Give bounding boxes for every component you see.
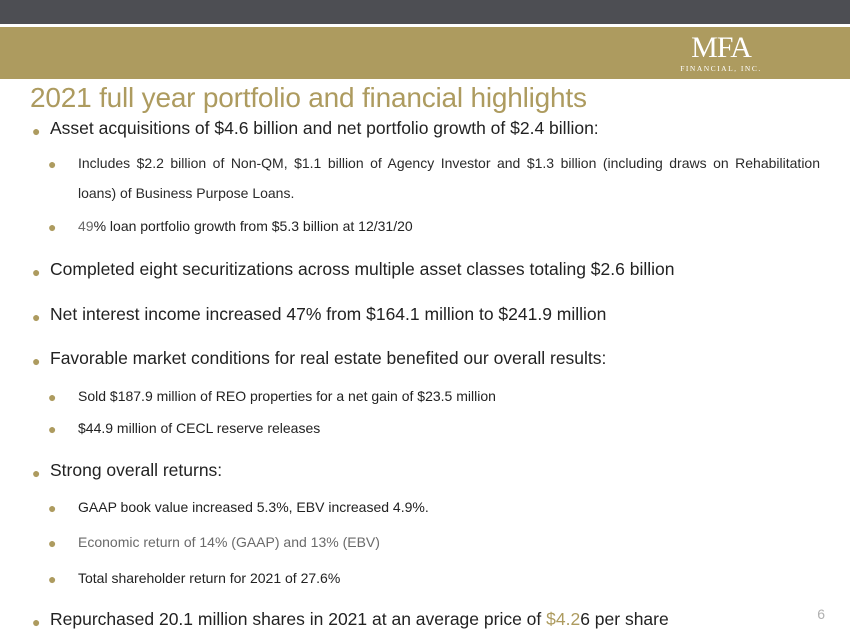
bullet-dot: ● xyxy=(32,353,41,369)
bullet-securitizations: Completed eight securitizations across multiple asset classes totaling $2.6 billion xyxy=(50,259,675,279)
sub-bullet-dot: ● xyxy=(48,535,57,551)
bullet-net-interest-income: Net interest income increased 47% from $164.1 million to $241.9 million xyxy=(50,304,607,324)
bullet-dot: ● xyxy=(32,123,41,139)
page-number: 6 xyxy=(817,606,825,622)
bullet-dot: ● xyxy=(32,465,41,481)
mfa-logo xyxy=(666,33,776,73)
repurchase-suffix: per share xyxy=(589,609,669,629)
loan-growth-percent: 49 xyxy=(78,218,94,234)
sub-bullet-dot: ● xyxy=(48,219,57,235)
repurchase-text: Repurchased 20.1 million shares in 2021 at an average price of xyxy=(50,609,547,629)
sub-bullet-cecl: $44.9 million of CECL reserve releases xyxy=(78,420,321,436)
sub-bullet-dot: ● xyxy=(48,421,57,437)
top-dark-bar xyxy=(0,0,850,24)
sub-bullet-reo-sales: Sold $187.9 million of REO properties for a net gain of $23.5 million xyxy=(78,388,496,404)
logo-mark: MFA xyxy=(691,31,751,64)
sub-bullet-loan-growth xyxy=(78,218,413,234)
sub-bullet-dot: ● xyxy=(48,500,57,516)
sub-bullet-dot: ● xyxy=(48,156,57,172)
repurchase-price-highlight: $4.2 xyxy=(546,609,581,629)
bullet-asset-acquisitions: Asset acquisitions of $4.6 billion and net portfolio growth of $2.4 billion: xyxy=(50,118,599,138)
sub-bullet-dot: ● xyxy=(48,389,57,405)
bullet-dot: ● xyxy=(32,614,41,630)
sub-bullet-economic-return: Economic return of 14% (GAAP) and 13% (EBV) xyxy=(78,534,380,550)
bullet-dot: ● xyxy=(32,264,41,280)
page-title: 2021 full year portfolio and financial highlights xyxy=(30,82,587,113)
repurchase-price-end: 6 xyxy=(580,609,590,629)
sub-bullet-book-value: GAAP book value increased 5.3%, EBV increased 4.9%. xyxy=(78,499,429,515)
bullet-strong-returns: Strong overall returns: xyxy=(50,460,223,480)
sub-bullet-dot: ● xyxy=(48,571,57,587)
logo-subtitle: FINANCIAL, INC. xyxy=(680,64,762,73)
sub-bullet-shareholder-return: Total shareholder return for 2021 of 27.6% xyxy=(78,570,341,586)
loan-growth-text: % loan portfolio growth from $5.3 billion at 12/31/20 xyxy=(93,218,413,234)
bullet-dot: ● xyxy=(32,309,41,325)
bullet-repurchased-shares xyxy=(50,609,669,630)
sub-bullet-includes: Includes $2.2 billion of Non-QM, $1.1 billion of Agency Investor and $1.3 billion (including draws on Rehabilitation loans) of Business Purpose Loans. xyxy=(78,155,820,201)
bullet-market-conditions: Favorable market conditions for real estate benefited our overall results: xyxy=(50,348,607,368)
